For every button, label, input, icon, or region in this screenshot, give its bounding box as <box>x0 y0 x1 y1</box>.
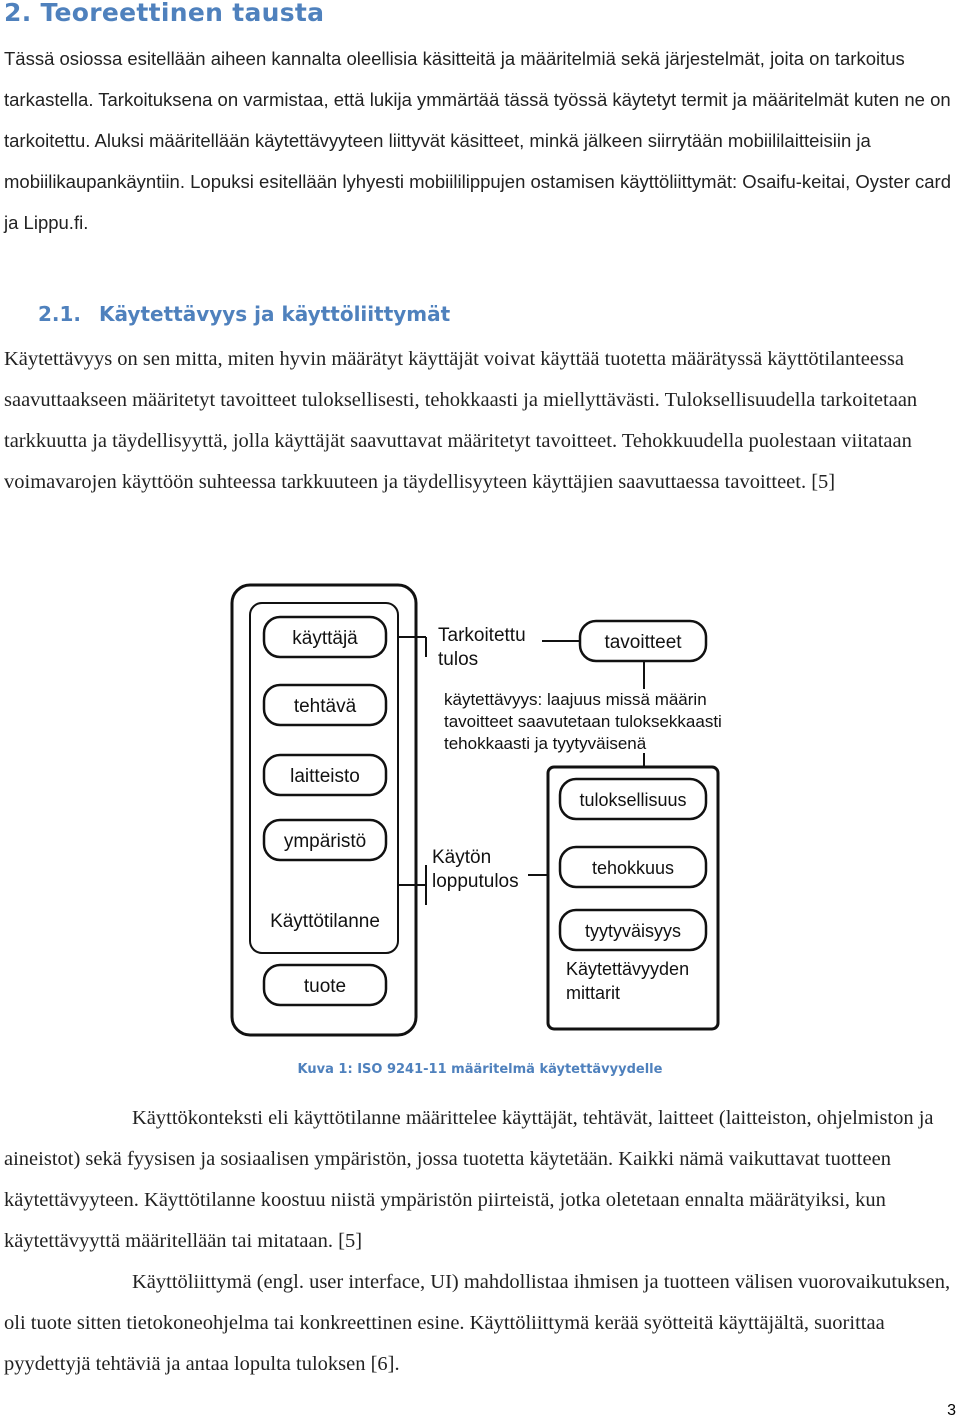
iso-usability-figure <box>212 555 784 1050</box>
figure-caption: Kuva 1: ISO 9241-11 määritelmä käytettävyydelle <box>297 1062 663 1077</box>
section-heading: 2. Teoreettinen tausta <box>4 0 325 27</box>
efficiency-label: tehokkuus <box>591 858 675 878</box>
context-paragraph: Käyttökonteksti eli käyttötilanne määrittelee käyttäjät, tehtävät, laitteet (laitteiston, ohjelmiston ja aineistot) sekä fyysisen ja sosiaalisen ympäristön, jossa tuotetta käytetään. Kaikki nämä vaikuttavat tuotteen käytettävyyteen. Käyttötilanne koostuu niistä ympäristön piirteistä, jotka oletetaan ennalta määrätyiksi, kun käytettävyyttä määritellään tai mitataan. [5] <box>4 1107 934 1252</box>
intended-outcome-label-2: tulos <box>438 649 479 670</box>
definition-line-3: tehokkaasti ja tyytyväisenä <box>444 734 647 753</box>
product-label: tuote <box>303 976 347 997</box>
task-label: tehtävä <box>293 696 357 717</box>
satisfaction-label: tyytyväisyys <box>584 921 682 941</box>
measures-label-2: mittarit <box>566 983 620 1003</box>
equipment-label: laitteisto <box>290 766 360 787</box>
intro-paragraph: Tässä osiossa esitellään aiheen kannalta oleellisia käsitteitä ja määritelmiä sekä järjestelmät, joita on tarkoitus tarkastella. Tarkoituksena on varmistaa, että lukija ymmärtää tässä työssä käytetyt termit ja määritelmät kuten ne on tarkoitettu. Aluksi määritellään käytettävyyteen liittyvät käsitteet, minkä jälkeen siirrytään mobiililaitteisiin ja mobiilikaupankäyntiin. Lopuksi esitellään lyhyesti mobiililippujen ostamisen käyttöliittymät: Osaifu-keitai, Oyster card ja Lippu.fi. <box>4 48 952 233</box>
effectiveness-label: tuloksellisuus <box>579 790 687 810</box>
usability-paragraph: Käytettävyys on sen mitta, miten hyvin määrätyt käyttäjät voivat käyttää tuotetta määrätyssä käyttötilanteessa saavuttaakseen määritetyt tavoitteet tuloksellisesti, tehokkaasti ja miellyttävästi. Tuloksellisuudella tarkoitetaan tarkkuutta ja täydellisyyttä, jolla käyttäjät saavuttavat määritetyt tavoitteet. Tehokkuudella puolestaan viitataan voimavarojen käyttöön suhteessa tarkkuuteen ja täydellisyyteen käyttäjien saavuttaessa tavoitteet. [5] <box>4 348 918 493</box>
ui-paragraph: Käyttöliittymä (engl. user interface, UI) mahdollistaa ihmisen ja tuotteen välisen vuorovaikutuksen, oli tuote sitten tietokoneohjelma tai konkreettinen esine. Käyttöliittymä kerää syötteitä käyttäjältä, suorittaa pyydettyjä tehtäviä ja antaa lopulta tuloksen [6]. <box>4 1271 951 1375</box>
user-label: käyttäjä <box>292 628 358 649</box>
definition-line-2: tavoitteet saavutetaan tuloksekkaasti <box>444 712 722 731</box>
goals-label: tavoitteet <box>604 632 682 653</box>
subsection-title: Käytettävyys ja käyttöliittymät <box>99 302 451 326</box>
page-number: 3 <box>947 1402 956 1419</box>
intended-outcome-label: Tarkoitettu <box>438 625 526 646</box>
context-label: Käyttötilanne <box>270 911 380 932</box>
outcome-label: Käytön <box>432 847 492 868</box>
subsection-heading <box>38 302 450 326</box>
subsection-number: 2.1. <box>38 302 82 326</box>
environment-label: ympäristö <box>283 831 367 852</box>
definition-line-1: käytettävyys: laajuus missä määrin <box>444 690 707 709</box>
outcome-label-2: lopputulos <box>432 871 519 892</box>
measures-label: Käytettävyyden <box>566 959 690 979</box>
